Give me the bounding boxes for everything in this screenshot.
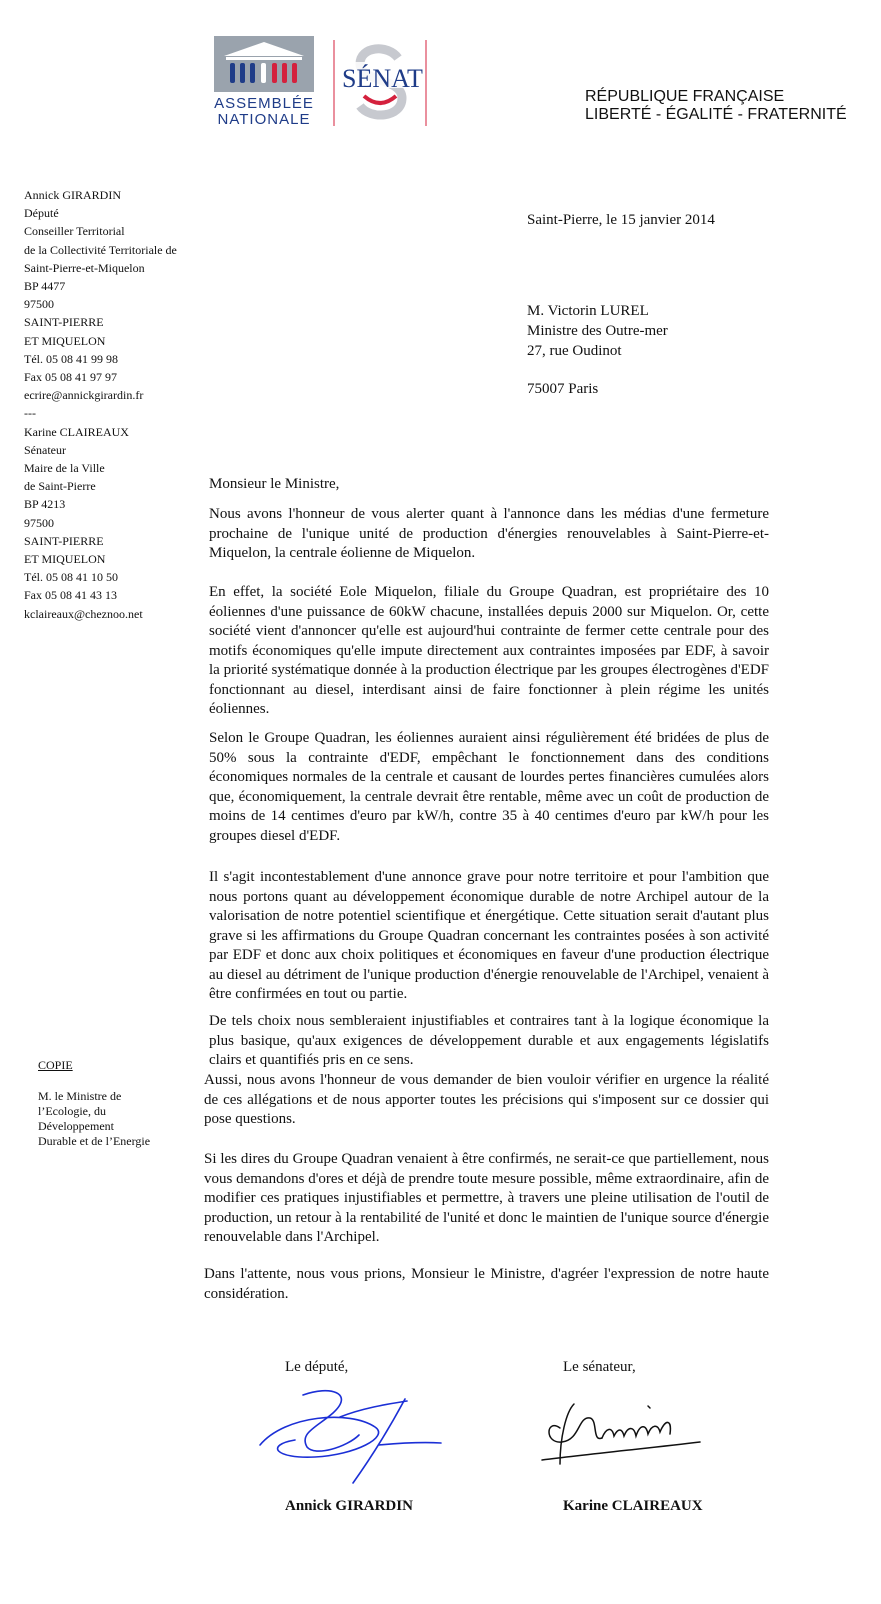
sender-line: Fax 05 08 41 97 97 xyxy=(24,370,117,385)
sender-line: Saint-Pierre-et-Miquelon xyxy=(24,260,145,275)
signature-name-right: Karine CLAIREAUX xyxy=(563,1498,703,1514)
recipient-line xyxy=(527,361,668,379)
paragraph-4: Il s'agit incontestablement d'une annonce grave pour notre territoire et pour l'ambition que nous portons quant au développement économique durable de notre Archipel autour de la valorisation de notre potentiel scientifique et énergétique. Cette situation serait d'autant plus grave si les affirmations du Groupe Quadran concernant les contraintes posées à son activité par EDF et donc aux choix politiques et économiques en faveur d'une production électrique au diesel au détriment de l'unique production d'énergie renouvelable de l'Archipel, venaient à être confirmées en tout ou partie. xyxy=(209,869,769,1002)
sender-line: SAINT-PIERRE xyxy=(24,533,104,548)
sender-line: Député xyxy=(24,206,59,221)
sender-line: BP 4477 xyxy=(24,279,66,294)
sender-block xyxy=(24,186,214,623)
paragraph-7: Si les dires du Groupe Quadran venaient à être confirmés, ne serait-ce que partiellement, nous vous demandons d'ores et déjà de prendre toute mesure possible, même extraordinaire, afin de modifier ces pratiques injustifiables et permettre, à travers une pleine utilisation de l'outil de production, un retour à la rentabilité de l'unité et donc le maintien de l'unique source d'énergie renouvelable dans l'Archipel. xyxy=(204,1151,769,1245)
republic-line1: RÉPUBLIQUE FRANÇAISE xyxy=(585,88,785,105)
sender-line: SAINT-PIERRE xyxy=(24,315,104,330)
copy-title: COPIE xyxy=(38,1058,73,1072)
salutation: Monsieur le Ministre, xyxy=(209,476,340,492)
paragraph-1: Nous avons l'honneur de vous alerter quant à l'annonce dans les médias d'une fermeture prochaine de l'unique unité de production d'énergies renouvelables à Saint-Pierre-et-Miquelon, la centrale éolienne de Miquelon. xyxy=(209,506,769,561)
copy-line: M. le Ministre de xyxy=(38,1089,122,1103)
recipient-line: 75007 Paris xyxy=(527,381,599,397)
sender-line: 97500 xyxy=(24,297,54,312)
senat-logo xyxy=(330,34,430,130)
recipient-line: Ministre des Outre-mer xyxy=(527,323,668,339)
sender-line: Fax 05 08 41 43 13 xyxy=(24,588,117,603)
sender-line: Tél. 05 08 41 10 50 xyxy=(24,570,118,585)
sender-line: --- xyxy=(24,406,36,421)
sender-line: ecrire@annickgirardin.fr xyxy=(24,388,144,403)
assemblee-line1: ASSEMBLÉE xyxy=(214,95,314,112)
signature-name-left: Annick GIRARDIN xyxy=(285,1498,413,1514)
paragraph-2: En effet, la société Eole Miquelon, filiale du Groupe Quadran, est propriétaire des 10 éoliennes d'une puissance de 60kW chacune, installées depuis 2000 sur Miquelon. Or, cette société vient d'annoncer qu'elle est aujourd'hui contrainte de fermer cette centrale pour des motifs économiques qu'elle impute directement aux contraintes imposées par EDF, à savoir la priorité systématique donnée à la production électrique par les groupes électrogènes d'EDF fonctionnant au diesel, interdisant ainsi de faire fonctionner à plein régime les unités éoliennes. xyxy=(209,584,770,717)
sender-line: Tél. 05 08 41 99 98 xyxy=(24,351,118,366)
sender-line: Conseiller Territorial xyxy=(24,224,125,239)
recipient-block xyxy=(527,301,668,399)
sender-line: 97500 xyxy=(24,515,54,530)
sender-line: Sénateur xyxy=(24,442,66,457)
sender-line: Karine CLAIREAUX xyxy=(24,424,129,439)
paragraph-3: Selon le Groupe Quadran, les éoliennes auraient ainsi régulièrement été bridées de plus de 50% sous la contrainte d'EDF, empêchant le fonctionnement dans des conditions économiques normales de la centrale et causant de lourdes pertes financières cumulées alors que, économiquement, la centrale devrait être rentable, même avec un coût de production de moins de 14 centimes d'euro par kW/h, contre 35 à 40 centimes d'euro par kW/h pour les groupes diesel d'EDF. xyxy=(209,730,769,844)
recipient-line: 27, rue Oudinot xyxy=(527,343,622,359)
republic-line2: LIBERTÉ - ÉGALITÉ - FRATERNITÉ xyxy=(585,106,847,123)
assemblee-line2: NATIONALE xyxy=(217,111,311,128)
copy-line: l’Ecologie, du xyxy=(38,1104,106,1118)
signature-girardin xyxy=(255,1385,445,1485)
signature-title-left: Le député, xyxy=(285,1359,349,1375)
copy-recipients xyxy=(38,1089,198,1149)
sender-line: Annick GIRARDIN xyxy=(24,188,121,202)
sender-line: de la Collectivité Territoriale de xyxy=(24,242,177,257)
sender-line: de Saint-Pierre xyxy=(24,479,96,494)
copy-line: Durable et de l’Energie xyxy=(38,1134,151,1148)
assemblee-building-icon xyxy=(214,36,314,92)
letter-date: Saint-Pierre, le 15 janvier 2014 xyxy=(527,212,715,228)
signature-title-right: Le sénateur, xyxy=(563,1359,636,1375)
assemblee-nationale-logo xyxy=(214,36,314,128)
paragraph-5: De tels choix nous sembleraient injustifiables et contraires tant à la logique économique la plus basique, qu'aux exigences de développement durable et aux engagements législatifs clairs et quantifiés pris en ce sens. xyxy=(209,1013,769,1068)
sender-line: BP 4213 xyxy=(24,497,66,512)
republic-heading xyxy=(585,88,847,124)
sender-line: Maire de la Ville xyxy=(24,461,105,476)
copy-line: Développement xyxy=(38,1119,114,1133)
recipient-line: M. Victorin LUREL xyxy=(527,303,649,319)
senat-wordmark: SÉNAT xyxy=(342,64,423,93)
paragraph-8: Dans l'attente, nous vous prions, Monsieur le Ministre, d'agréer l'expression de notre haute considération. xyxy=(204,1266,769,1302)
sender-line: kclaireaux@cheznoo.net xyxy=(24,606,143,621)
sender-line: ET MIQUELON xyxy=(24,333,106,348)
copy-block xyxy=(38,1058,198,1149)
signature-claireaux xyxy=(540,1398,710,1478)
sender-line: ET MIQUELON xyxy=(24,552,106,567)
paragraph-6: Aussi, nous avons l'honneur de vous demander de bien vouloir vérifier en urgence la réalité de ces allégations et de nous apporter toutes les précisions qui s'imposent sur ce dossier qui pose questions. xyxy=(204,1072,769,1127)
